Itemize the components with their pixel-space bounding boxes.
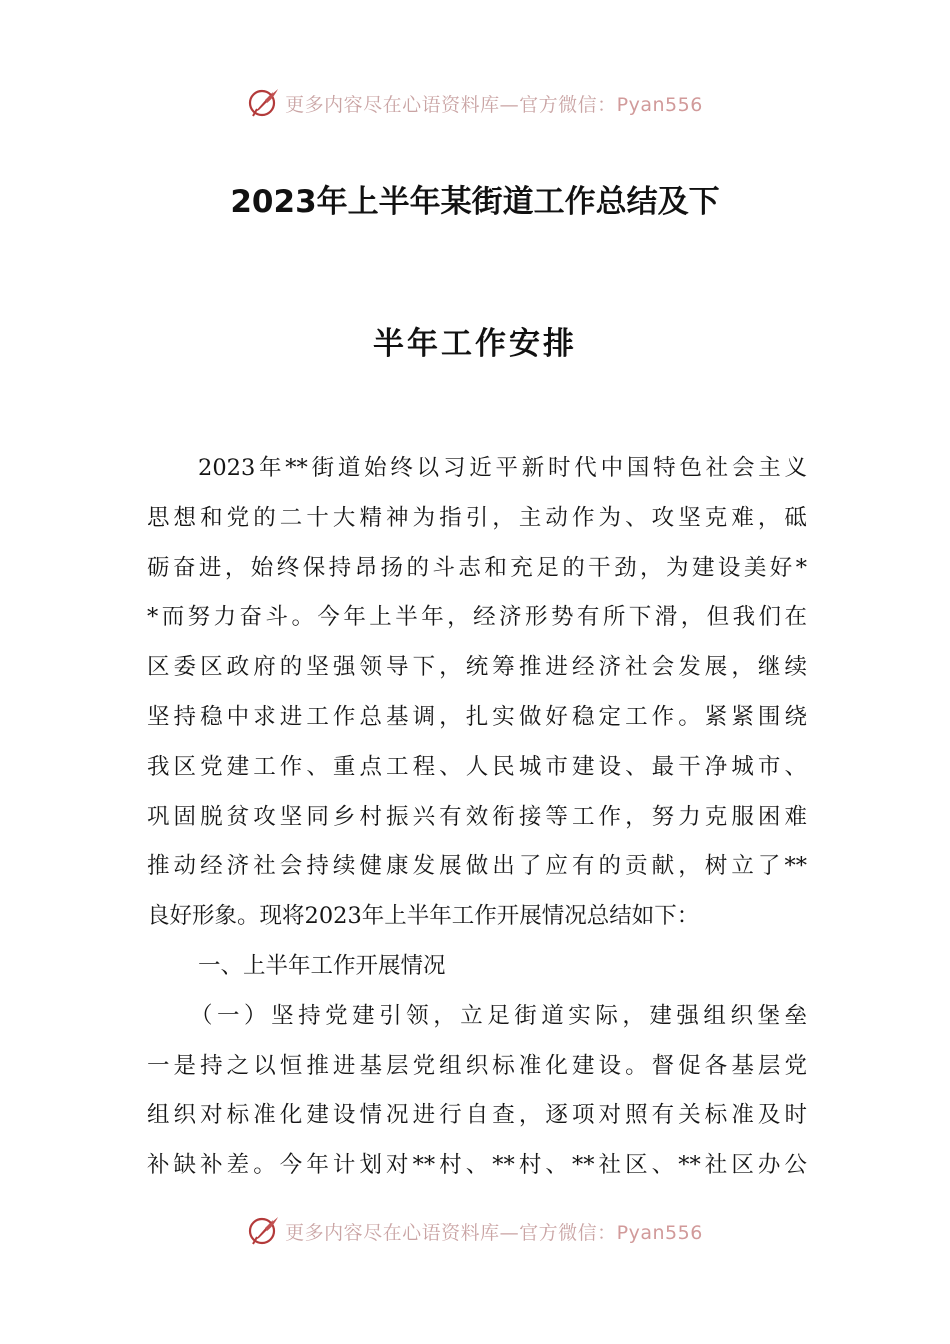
- paragraph-line: 思想和党的二十大精神为指引，主动作为、攻坚克难，砥: [147, 505, 807, 531]
- paragraph-line: 我区党建工作、重点工程、人民城市建设、最干净城市、: [147, 754, 807, 780]
- quill-logo-icon: [247, 86, 281, 120]
- header-watermark: [0, 83, 950, 123]
- watermark-text: 更多内容尽在心语资料库—官方微信：Pyan556: [285, 93, 703, 116]
- footer-watermark: [0, 1211, 950, 1251]
- document-title-line-2: 半年工作安排: [373, 326, 577, 362]
- paragraph-line: 组织对标准化建设情况进行自查，逐项对照有关标准及时: [147, 1102, 807, 1128]
- paragraph-line: 坚持稳中求进工作总基调，扎实做好稳定工作。紧紧围绕: [147, 704, 807, 730]
- subsection-heading: （一）坚持党建引领，立足街道实际，建强组织堡垒: [190, 1003, 807, 1029]
- paragraph-line: 推动经济社会持续健康发展做出了应有的贡献，树立了**: [147, 853, 807, 879]
- paragraph-line: *而努力奋斗。今年上半年，经济形势有所下滑，但我们在: [147, 604, 807, 630]
- wechat-id: Pyan556: [616, 1221, 703, 1244]
- paragraph-line: 砺奋进，始终保持昂扬的斗志和充足的干劲，为建设美好*: [147, 555, 807, 581]
- wechat-id: Pyan556: [616, 93, 703, 116]
- document-title-line-1: 2023年上半年某街道工作总结及下: [230, 184, 720, 220]
- paragraph-line: 良好形象。现将2023年上半年工作开展情况总结如下：: [147, 903, 700, 929]
- paragraph-line: 巩固脱贫攻坚同乡村振兴有效衔接等工作，努力克服困难: [147, 804, 807, 830]
- paragraph-line: 补缺补差。今年计划对**村、**村、**社区、**社区办公: [147, 1152, 807, 1178]
- watermark-text: 更多内容尽在心语资料库—官方微信：Pyan556: [285, 1221, 703, 1244]
- quill-logo-icon: [247, 1214, 281, 1248]
- section-heading: 一、上半年工作开展情况: [198, 953, 446, 979]
- paragraph-line: 区委区政府的坚强领导下，统筹推进经济社会发展，继续: [147, 654, 807, 680]
- paragraph-line: 2023年**街道始终以习近平新时代中国特色社会主义: [198, 455, 807, 481]
- paragraph-line: 一是持之以恒推进基层党组织标准化建设。督促各基层党: [147, 1053, 807, 1079]
